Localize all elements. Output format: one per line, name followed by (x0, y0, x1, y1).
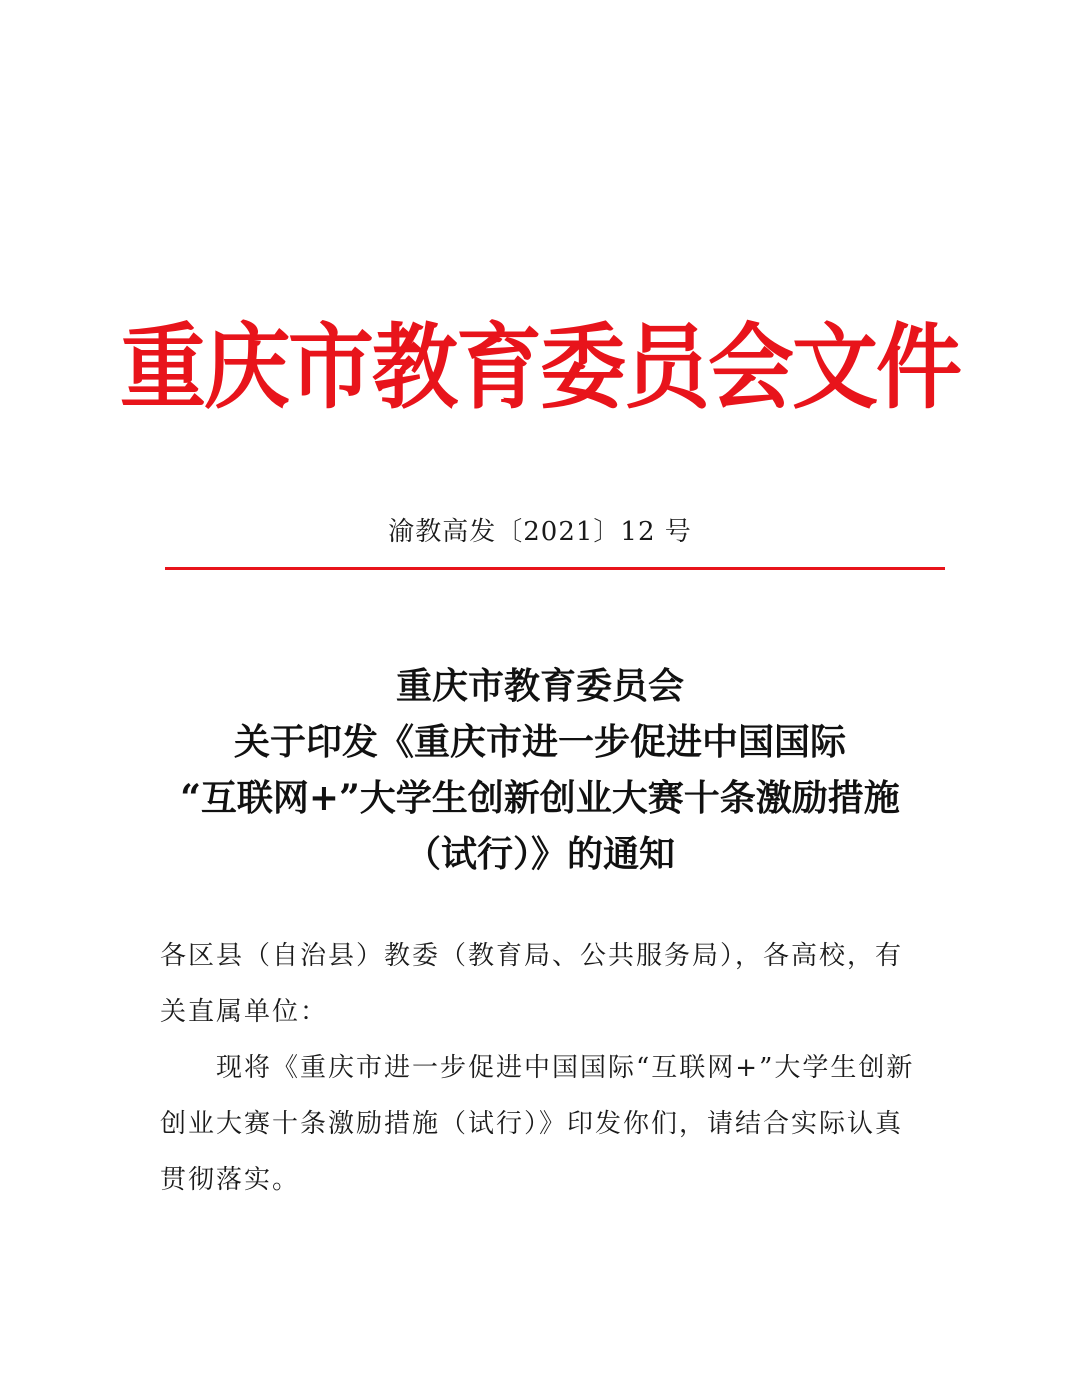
title-line-subject-1: 关于印发《重庆市进一步促进中国国际 (233, 721, 846, 763)
notice-title (60, 658, 1020, 882)
letterhead-title: 重庆市教育委员会文件 (120, 314, 960, 422)
recipients-paragraph: 各区县（自治县）教委（教育局、公共服务局），各高校，有关直属单位： (160, 941, 904, 1027)
document-number: 渝教高发〔2021〕12 号 (388, 517, 692, 547)
notice-body (160, 928, 920, 1208)
title-line-subject-3: （试行）》的通知 (404, 833, 675, 875)
title-line-subject-2: “互联网+”大学生创新创业大赛十条激励措施 (180, 777, 900, 819)
title-line-issuer: 重庆市教育委员会 (395, 665, 684, 707)
red-divider-line (165, 567, 945, 570)
main-paragraph: 现将《重庆市进一步促进中国国际“互联网+”大学生创新创业大赛十条激励措施（试行）》印发你们，请结合实际认真贯彻落实。 (160, 1053, 915, 1195)
